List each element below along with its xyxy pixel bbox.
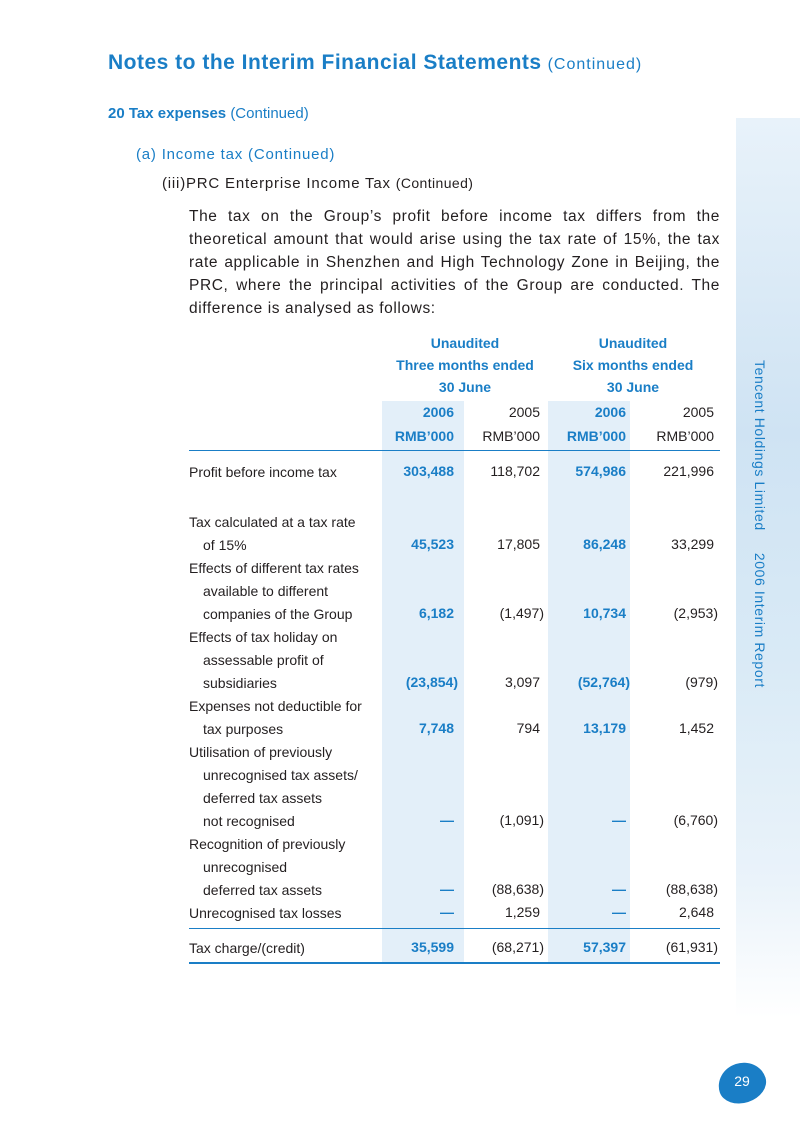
- col-header-year: 2005: [508, 404, 540, 420]
- row-value: 35,599: [411, 939, 454, 955]
- row-label: Utilisation of previously: [189, 744, 333, 760]
- row-label: Effects of tax holiday on: [189, 629, 338, 645]
- group-header-line: Three months ended: [396, 357, 534, 373]
- row-label: Effects of different tax rates: [189, 560, 359, 576]
- row-value: —: [612, 812, 626, 828]
- row-value: 221,996: [663, 463, 714, 479]
- row-value: 45,523: [411, 536, 454, 552]
- section-number: 20: [108, 105, 125, 122]
- row-label: Recognition of previously: [189, 836, 346, 852]
- row-value: (23,854): [405, 674, 458, 690]
- row-label: Profit before income tax: [189, 464, 337, 480]
- row-value: (68,271): [491, 939, 544, 955]
- total-double-rule: [189, 962, 720, 964]
- row-value: 3,097: [504, 674, 540, 690]
- page-title: [108, 51, 642, 75]
- group-header-line: 30 June: [606, 379, 660, 395]
- row-label: unrecognised tax assets/: [203, 767, 358, 783]
- row-value: 574,986: [575, 463, 626, 479]
- row-value: —: [440, 812, 454, 828]
- row-label: assessable profit of: [203, 652, 324, 668]
- group-header-line: Unaudited: [430, 335, 500, 351]
- row-label: companies of the Group: [203, 606, 353, 622]
- sidebar-report-name: 2006 Interim Report: [752, 552, 768, 688]
- row-value: 57,397: [583, 939, 626, 955]
- row-value: —: [440, 904, 454, 920]
- col-header-unit: RMB’000: [482, 428, 540, 444]
- row-value: 303,488: [403, 463, 454, 479]
- page-title-continued: (Continued): [547, 56, 643, 73]
- row-label: Unrecognised tax losses: [189, 905, 342, 921]
- row-label: of 15%: [203, 537, 247, 553]
- row-label: deferred tax assets: [203, 882, 323, 898]
- row-value: 33,299: [671, 536, 714, 552]
- row-label: unrecognised: [203, 859, 288, 875]
- sidebar-company-name: Tencent Holdings Limited: [752, 360, 768, 531]
- group-header-six-months: [548, 332, 718, 398]
- col-header-unit: RMB’000: [656, 428, 714, 444]
- row-label: Expenses not deductible for: [189, 698, 362, 714]
- row-value: (88,638): [665, 881, 718, 897]
- row-value: (52,764): [577, 674, 630, 690]
- row-value: 17,805: [497, 536, 540, 552]
- col-header-year: 2006: [422, 404, 454, 420]
- row-value: 6,182: [418, 605, 454, 621]
- col-header-year: 2005: [682, 404, 714, 420]
- row-value: (61,931): [665, 939, 718, 955]
- row-value: (2,953): [673, 605, 718, 621]
- sidebar-vertical-title: [752, 360, 768, 688]
- col-header-unit: RMB’000: [394, 428, 454, 444]
- row-value: 794: [516, 720, 540, 736]
- row-label: Tax charge/(credit): [189, 940, 305, 956]
- col-header-unit: RMB’000: [566, 428, 626, 444]
- group-header-line: 30 June: [438, 379, 492, 395]
- page-number: 29: [734, 1073, 750, 1089]
- row-value: —: [612, 904, 626, 920]
- row-value: 7,748: [418, 720, 454, 736]
- header-divider: [189, 450, 720, 451]
- section-title: Tax expenses: [128, 105, 227, 122]
- row-value: 118,702: [490, 463, 540, 479]
- sidebar-band: [736, 118, 800, 1018]
- row-value: 1,259: [504, 904, 540, 920]
- row-value: (979): [685, 674, 718, 690]
- row-label: available to different: [203, 583, 329, 599]
- row-value: 86,248: [583, 536, 626, 552]
- row-label: Tax calculated at a tax rate: [189, 514, 356, 530]
- group-header-three-months: [382, 332, 548, 398]
- page-title-main: Notes to the Interim Financial Statements: [108, 51, 542, 74]
- section-continued: (Continued): [230, 105, 309, 122]
- row-label: deferred tax assets: [203, 790, 323, 806]
- row-value: 2,648: [678, 904, 714, 920]
- total-divider: [189, 928, 720, 929]
- row-label: subsidiaries: [203, 675, 277, 691]
- group-header-line: Six months ended: [572, 357, 694, 373]
- section-heading: [108, 105, 309, 122]
- row-label: not recognised: [203, 813, 295, 829]
- row-value: 13,179: [583, 720, 626, 736]
- row-value: —: [440, 881, 454, 897]
- subsub-heading: [162, 175, 473, 192]
- subsub-heading-main: (iii)PRC Enterprise Income Tax: [162, 175, 391, 192]
- row-value: 10,734: [583, 605, 626, 621]
- group-header-line: Unaudited: [598, 335, 668, 351]
- row-value: (88,638): [491, 881, 544, 897]
- sub-heading: (a) Income tax (Continued): [136, 146, 336, 163]
- col-header-year: 2006: [594, 404, 626, 420]
- row-value: (6,760): [673, 812, 718, 828]
- row-value: (1,497): [499, 605, 544, 621]
- subsub-heading-continued: (Continued): [395, 175, 474, 191]
- row-value: —: [612, 881, 626, 897]
- row-label: tax purposes: [203, 721, 284, 737]
- row-value: 1,452: [678, 720, 714, 736]
- row-value: (1,091): [499, 812, 544, 828]
- body-paragraph: The tax on the Group’s profit before income tax differs from the theoretical amount that would arise using the tax rate of 15%, the tax rate applicable in Shenzhen and High Technology Zone in Beijing, the PRC, where the principal activities of the Group are conducted. The difference is analysed as follows:: [189, 208, 720, 317]
